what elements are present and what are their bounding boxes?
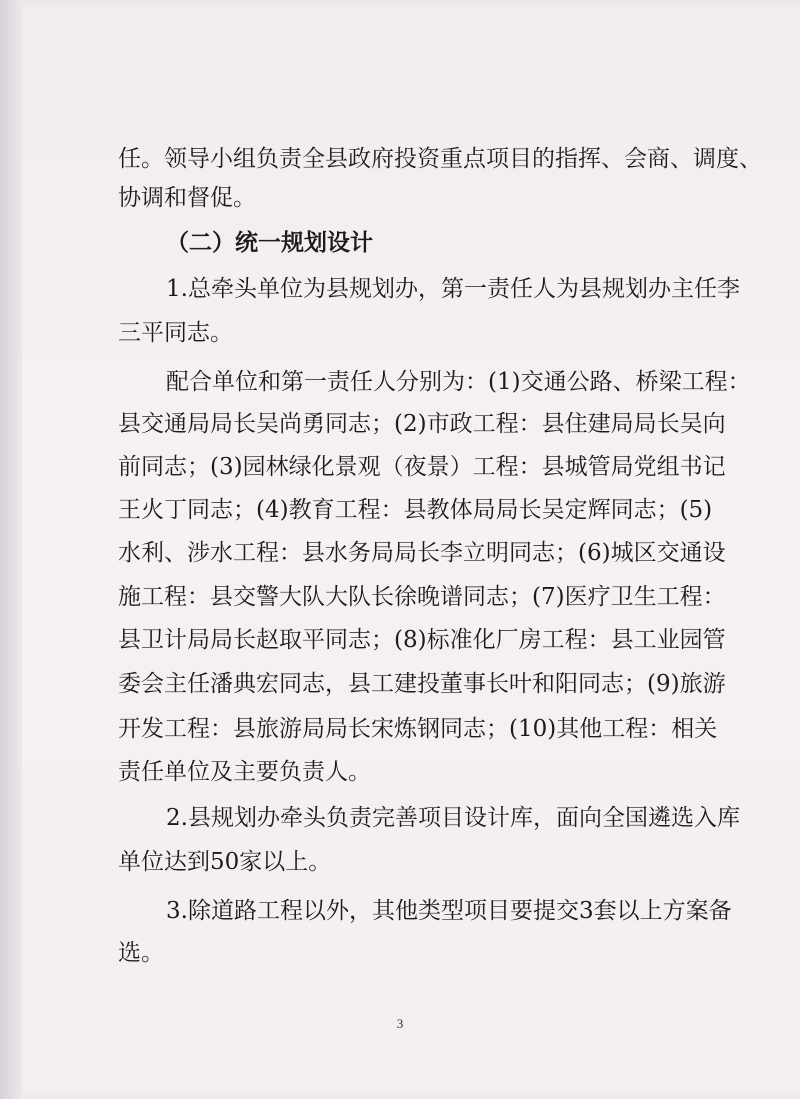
text-line: 开发工程：县旅游局局长宋炼钢同志；(10)其他工程：相关 bbox=[118, 716, 718, 742]
text-line: 单位达到50家以上。 bbox=[118, 849, 332, 875]
text-line: 配合单位和第一责任人分别为：(1)交通公路、桥梁工程： bbox=[166, 369, 751, 395]
text-line: 责任单位及主要负责人。 bbox=[118, 759, 371, 785]
text-line: 王火丁同志；(4)教育工程：县教体局局长吴定辉同志；(5) bbox=[118, 497, 713, 523]
scan-edge bbox=[0, 0, 22, 1099]
text-line: 3.除道路工程以外，其他类型项目要提交3套以上方案备 bbox=[166, 898, 732, 924]
text-line: 县交通局局长吴尚勇同志；(2)市政工程：县住建局局长吴向 bbox=[118, 411, 726, 437]
text-line: 2.县规划办牵头负责完善项目设计库，面向全国遴选入库 bbox=[166, 805, 740, 831]
page-number: 3 bbox=[396, 1016, 404, 1031]
text-line: 委会主任潘典宏同志，县工建投董事长叶和阳同志；(9)旅游 bbox=[118, 671, 726, 697]
text-line: 前同志；(3)园林绿化景观（夜景）工程：县城管局党组书记 bbox=[118, 454, 726, 480]
text-line: 任。领导小组负责全县政府投资重点项目的指挥、会商、调度、 bbox=[118, 146, 762, 172]
text-line: 1.总牵头单位为县规划办，第一责任人为县规划办主任李 bbox=[166, 276, 740, 302]
text-line: 协调和督促。 bbox=[118, 185, 256, 211]
text-line: 县卫计局局长赵取平同志；(8)标准化厂房工程：县工业园管 bbox=[118, 627, 726, 653]
text-line: 水利、涉水工程：县水务局局长李立明同志；(6)城区交通设 bbox=[118, 540, 726, 566]
text-line: 选。 bbox=[118, 940, 164, 966]
text-line: 施工程：县交警大队大队长徐晚谱同志；(7)医疗卫生工程： bbox=[118, 584, 726, 610]
text-line: 三平同志。 bbox=[118, 320, 233, 346]
section-heading: （二）统一规划设计 bbox=[166, 230, 373, 256]
